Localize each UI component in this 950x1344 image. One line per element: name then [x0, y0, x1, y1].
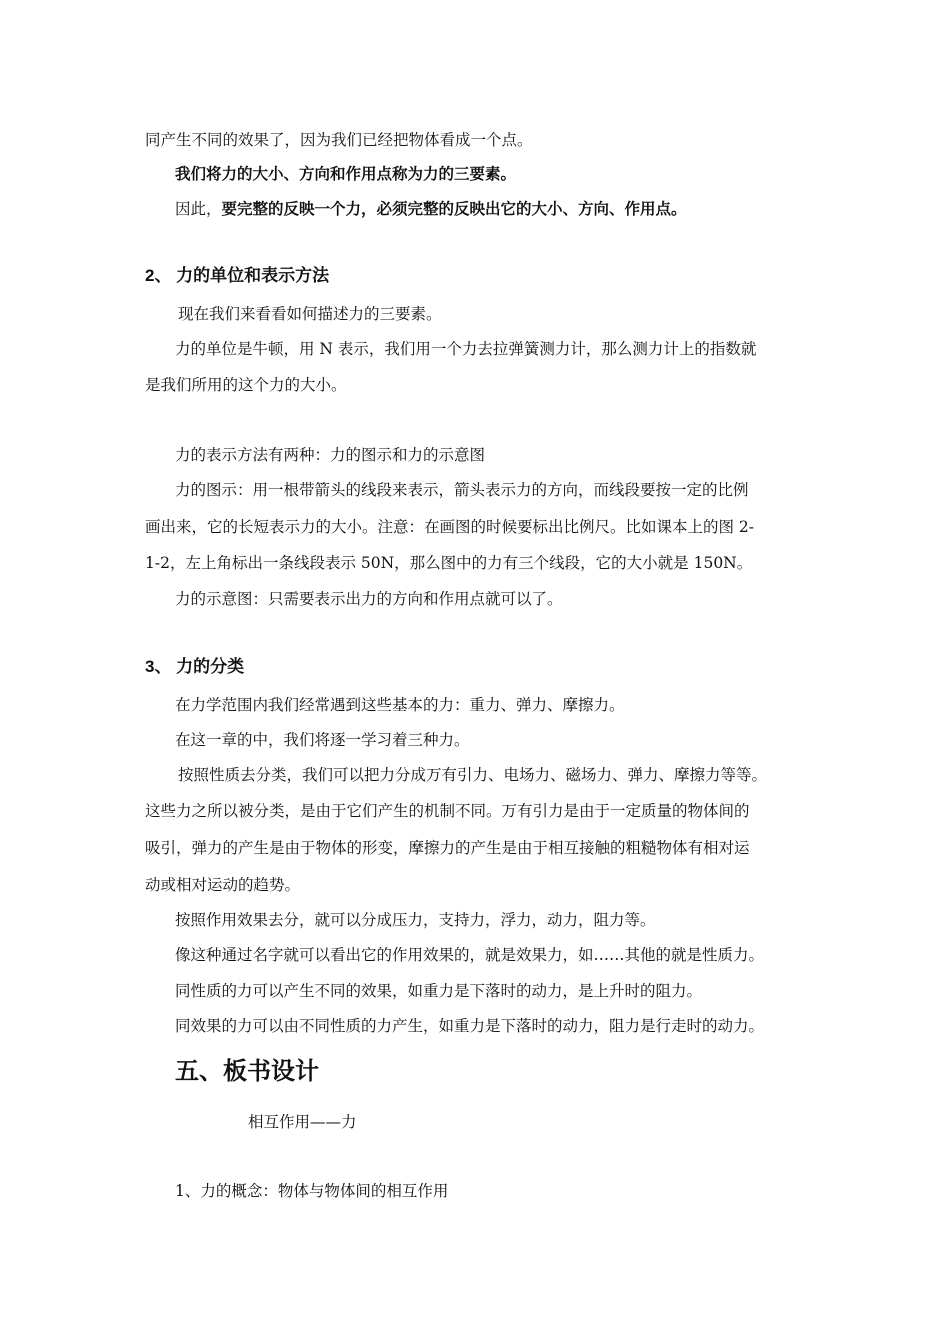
- paragraph-line: 动或相对运动的趋势。: [145, 876, 301, 894]
- paragraph-line: 力的单位是牛顿，用 N 表示，我们用一个力去拉弹簧测力计，那么测力计上的指数就: [175, 340, 757, 358]
- paragraph-line: 画出来，它的长短表示力的大小。注意：在画图的时候要标出比例尺。比如课本上的图 2-: [145, 518, 755, 536]
- board-item: 1、力的概念：物体与物体间的相互作用: [175, 1182, 449, 1200]
- paragraph-line: 是我们所用的这个力的大小。: [145, 376, 347, 394]
- paragraph-line: 在力学范围内我们经常遇到这些基本的力：重力、弹力、摩擦力。: [175, 696, 625, 714]
- section-heading-3: 3、 力的分类: [145, 657, 245, 676]
- paragraph-line: 这些力之所以被分类，是由于它们产生的机制不同。万有引力是由于一定质量的物体间的: [145, 802, 750, 820]
- section-heading-2: 2、 力的单位和表示方法: [145, 266, 330, 285]
- paragraph-line: 力的示意图：只需要表示出力的方向和作用点就可以了。: [175, 590, 563, 608]
- paragraph-line: 按照作用效果去分，就可以分成压力，支持力，浮力，动力，阻力等。: [175, 911, 656, 929]
- section-heading-5: 五、板书设计: [175, 1056, 319, 1085]
- paragraph-line: 1-2，左上角标出一条线段表示 50N，那么图中的力有三个线段，它的大小就是 150N。: [145, 554, 753, 572]
- paragraph-text: 因此，: [175, 200, 222, 218]
- paragraph-line: 力的表示方法有两种：力的图示和力的示意图: [175, 446, 486, 464]
- paragraph-line: 像这种通过名字就可以看出它的作用效果的，就是效果力，如……其他的就是性质力。: [175, 946, 765, 964]
- paragraph-line: 吸引，弹力的产生是由于物体的形变，摩擦力的产生是由于相互接触的粗糙物体有相对运: [145, 839, 750, 857]
- paragraph-line: 在这一章的中，我们将逐一学习着三种力。: [175, 731, 470, 749]
- paragraph-line: 现在我们来看看如何描述力的三要素。: [178, 305, 442, 323]
- paragraph-line: 力的图示：用一根带箭头的线段来表示，箭头表示力的方向，而线段要按一定的比例: [175, 481, 749, 499]
- paragraph-line: 按照性质去分类，我们可以把力分成万有引力、电场力、磁场力、弹力、摩擦力等等。: [178, 766, 768, 784]
- key-statement: 我们将力的大小、方向和作用点称为力的三要素。: [175, 164, 517, 183]
- board-title: 相互作用——力: [248, 1113, 357, 1131]
- key-statement: 要完整的反映一个力，必须完整的反映出它的大小、方向、作用点。: [221, 199, 687, 218]
- paragraph-line: 同产生不同的效果了，因为我们已经把物体看成一个点。: [145, 131, 533, 149]
- paragraph-line: 同效果的力可以由不同性质的力产生，如重力是下落时的动力，阻力是行走时的动力。: [175, 1017, 765, 1035]
- paragraph-line: 同性质的力可以产生不同的效果，如重力是下落时的动力，是上升时的阻力。: [175, 982, 703, 1000]
- paragraph-line: [175, 198, 687, 220]
